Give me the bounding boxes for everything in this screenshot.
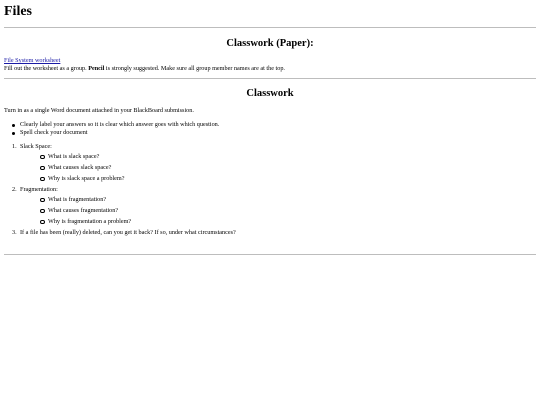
divider bbox=[4, 78, 536, 79]
sub-question-list bbox=[40, 151, 236, 184]
sub-question: What is slack space? bbox=[40, 151, 236, 162]
sub-question-list bbox=[40, 194, 236, 227]
question-text: Fragmentation: bbox=[20, 186, 58, 193]
question-number: 1. bbox=[12, 143, 17, 150]
sub-question: Why is slack space a problem? bbox=[40, 173, 236, 184]
page-title: Files bbox=[4, 4, 32, 19]
question-text: If a file has been (really) deleted, can you get it back? If so, under what circumstances? bbox=[20, 229, 236, 236]
section-heading-paper: Classwork (Paper): bbox=[226, 38, 314, 49]
worksheet-link-line bbox=[4, 57, 60, 65]
sub-question: Why is fragmentation a problem? bbox=[40, 216, 236, 227]
question-text: Slack Space: bbox=[20, 143, 52, 150]
question-number: 2. bbox=[12, 186, 17, 193]
requirements-list bbox=[12, 121, 219, 137]
section-heading-classwork: Classwork bbox=[246, 88, 294, 99]
divider bbox=[4, 254, 536, 255]
questions-list bbox=[12, 143, 236, 237]
divider bbox=[4, 27, 536, 28]
instruction-bold: Pencil bbox=[88, 65, 105, 72]
sub-question: What causes slack space? bbox=[40, 162, 236, 173]
question-item bbox=[12, 186, 236, 227]
sub-question: What is fragmentation? bbox=[40, 194, 236, 205]
question-item bbox=[12, 143, 236, 184]
question-item bbox=[12, 229, 236, 237]
question-number: 3. bbox=[12, 229, 17, 236]
sub-question: What causes fragmentation? bbox=[40, 205, 236, 216]
classwork-intro: Turn in as a single Word document attached in your BlackBoard submission. bbox=[4, 107, 194, 114]
instruction-end: is strongly suggested. Make sure all group member names are at the top. bbox=[104, 65, 285, 72]
instruction-start: Fill out the worksheet as a group. bbox=[4, 65, 89, 72]
worksheet-link[interactable]: File System worksheet bbox=[4, 57, 61, 64]
paper-instructions bbox=[4, 65, 285, 73]
list-item: Spell check your document bbox=[12, 129, 219, 137]
list-item: Clearly label your answers so it is clear which answer goes with which question. bbox=[12, 121, 219, 129]
